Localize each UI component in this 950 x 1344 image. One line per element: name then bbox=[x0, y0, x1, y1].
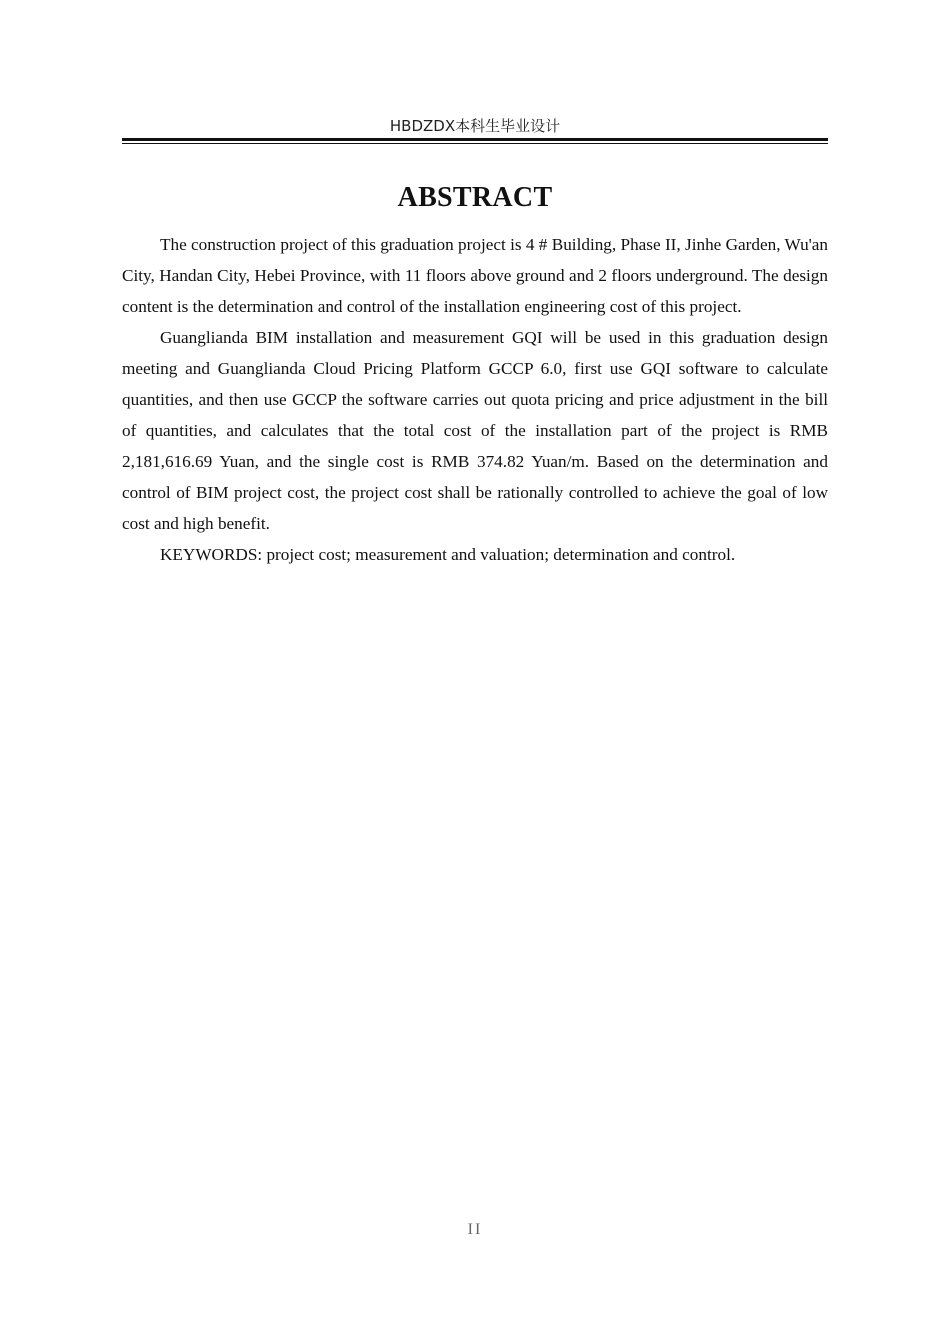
abstract-paragraph-method: Guanglianda BIM installation and measurement GQI will be used in this graduation design meeting and Guanglianda Cloud Pricing Platform GCCP 6.0, first use GQI software to calculate quantities, and then use GCCP the software carries out quota pricing and price adjustment in the bill of quantities, and calculates that the total cost of the installation part of the project is RMB 2,181,616.69 Yuan, and the single cost is RMB 374.82 Yuan/m. Based on the determination and control of BIM project cost, the project cost shall be rationally controlled to achieve the goal of low cost and high benefit. bbox=[122, 328, 828, 533]
abstract-paragraph-project: The construction project of this graduation project is 4 # Building, Phase II, Jinhe Garden, Wu'an City, Handan City, Hebei Province, with 11 floors above ground and 2 floors underground. The design content is the determination and control of the installation engineering cost of this project. bbox=[122, 235, 828, 316]
abstract-title: ABSTRACT bbox=[397, 181, 553, 213]
keywords-paragraph: KEYWORDS: project cost; measurement and valuation; determination and control. bbox=[160, 545, 736, 564]
header-rule-thin bbox=[122, 143, 828, 144]
page-number: II bbox=[467, 1221, 483, 1238]
abstract-body bbox=[122, 229, 828, 570]
header-rule-thick bbox=[122, 138, 828, 141]
page-header bbox=[122, 112, 828, 142]
header-text: HBDZDX本科生毕业设计 bbox=[389, 117, 561, 135]
